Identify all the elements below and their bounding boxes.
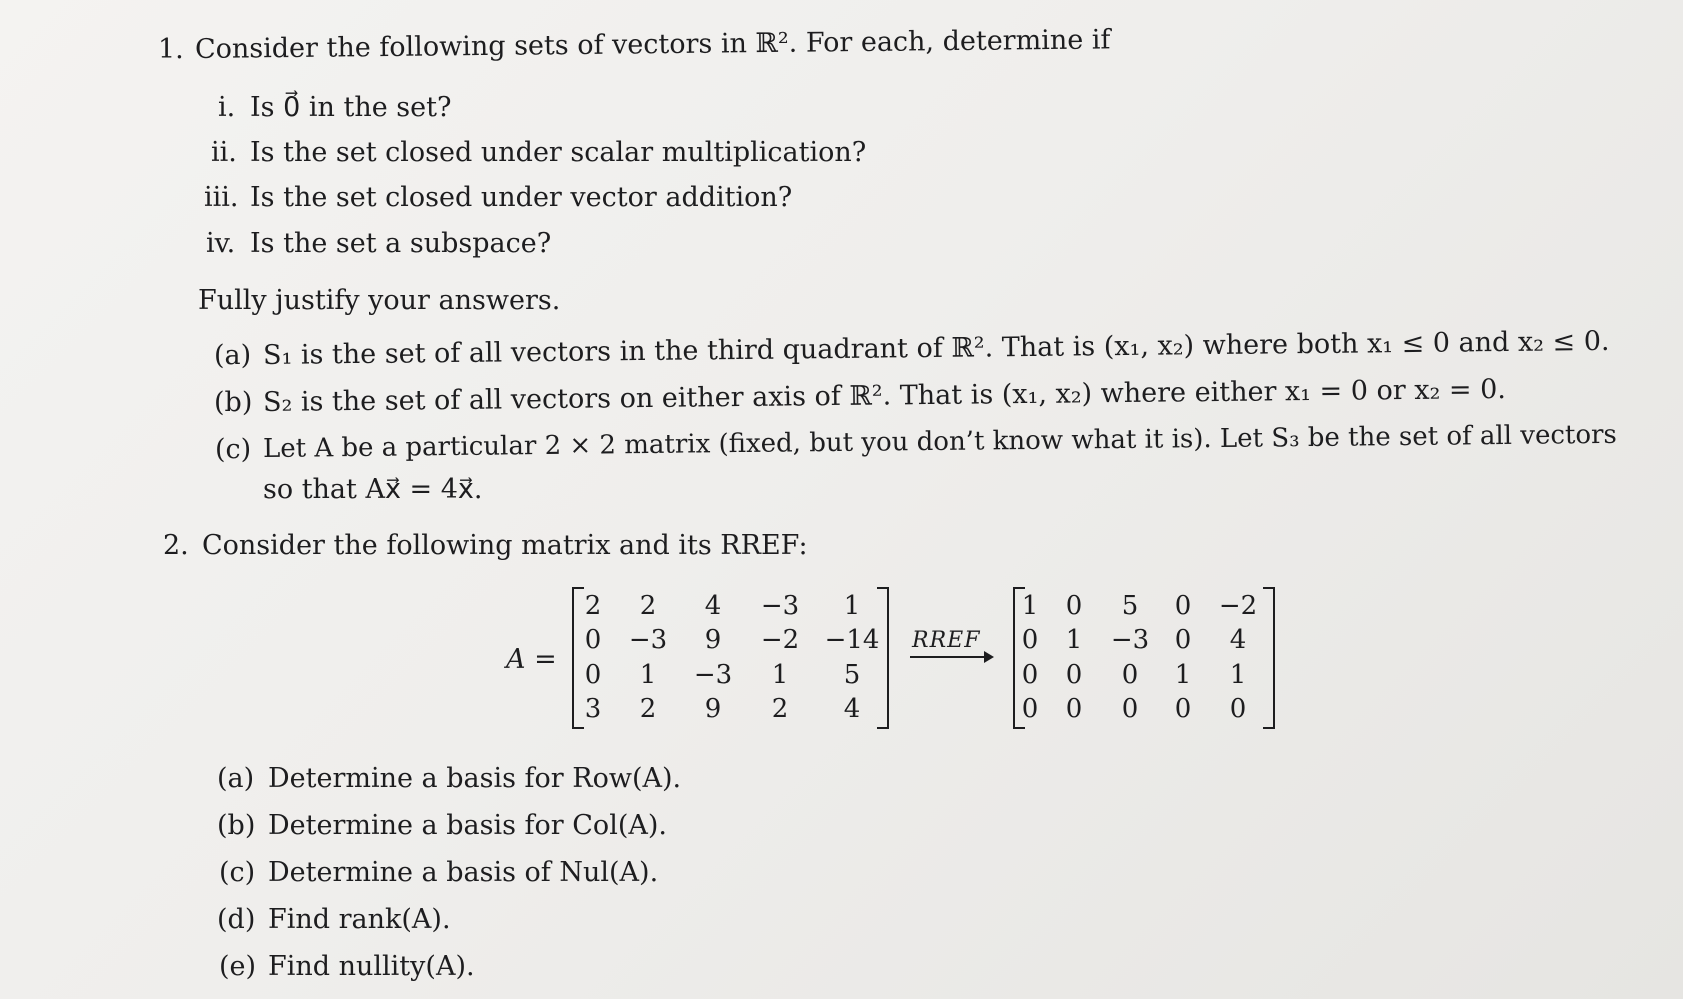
matrix-a-cell-r2-c3: 9 [704,625,722,655]
problem-2-number: 2. [163,530,189,561]
matrix-rref-cell-r3-c4: 1 [1174,660,1192,690]
matrix-rref-cell-r4-c1: 0 [1021,694,1039,724]
part-1c-text: Let A be a particular 2 × 2 matrix (fixed, but you don’t know what it is). Let S₃ be the set of all vectors [262,419,1617,464]
part-2a-text: Determine a basis for Row(A). [268,763,682,794]
matrix-rref-cell-r1-c4: 0 [1174,591,1192,621]
matrix-a-cell-r4-c2: 2 [639,694,657,724]
matrix-a-label: A = [506,644,557,675]
part-2e-text: Find nullity(A). [268,951,475,982]
matrix-a-cell-r4-c4: 2 [771,694,789,724]
matrix-rref-cell-r2-c5: 4 [1229,625,1247,655]
justify-instruction: Fully justify your answers. [198,285,561,316]
part-1b-text: S₂ is the set of all vectors on either axis of ℝ². That is (x₁, x₂) where either x₁ = 0 or x₂ = 0. [262,373,1507,418]
matrix-a-cell-r2-c1: 0 [584,625,602,655]
matrix-rref-cell-r3-c2: 0 [1065,660,1083,690]
question-i-text: Is 0⃗ in the set? [250,92,452,123]
matrix-rref-cell-r3-c5: 1 [1229,660,1247,690]
matrix-a-cell-r2-c4: −2 [760,625,800,655]
question-ii-text: Is the set closed under scalar multiplication? [250,137,867,168]
matrix-a-cell-r4-c3: 9 [704,694,722,724]
matrix-rref-cell-r2-c1: 0 [1021,625,1039,655]
part-2b-label: (b) [217,810,256,841]
part-2d-label: (d) [217,904,256,935]
matrix-rref-cell-r4-c4: 0 [1174,694,1192,724]
matrix-rref-cell-r1-c5: −2 [1218,591,1258,621]
matrix-a-cell-r2-c5: −14 [824,625,880,655]
matrix-rref-cell-r1-c3: 5 [1121,591,1139,621]
rref-arrow-label: RREF [912,628,981,653]
question-iii-label: iii. [204,182,239,213]
matrix-a-cell-r4-c1: 3 [584,694,602,724]
matrix-rref-cell-r2-c2: 1 [1065,625,1083,655]
matrix-a-cell-r3-c4: 1 [771,660,789,690]
question-iv-text: Is the set a subspace? [250,228,552,259]
matrix-rref-cell-r2-c4: 0 [1174,625,1192,655]
question-ii-label: ii. [211,137,237,168]
part-2d-text: Find rank(A). [268,904,451,935]
part-2e-label: (e) [219,951,257,982]
part-1b-label: (b) [214,387,253,418]
part-1c-text-continued: so that Ax⃗ = 4x⃗. [263,474,483,505]
matrix-a-cell-r1-c2: 2 [639,591,657,621]
matrix-a-cell-r2-c2: −3 [628,625,668,655]
matrix-a-cell-r1-c5: 1 [843,591,861,621]
problem-1-number: 1. [158,34,184,65]
matrix-a-cell-r3-c1: 0 [584,660,602,690]
question-iii-text: Is the set closed under vector addition? [250,182,793,213]
matrix-rref-cell-r4-c2: 0 [1065,694,1083,724]
question-i-label: i. [218,92,236,123]
matrix-a-cell-r1-c3: 4 [704,591,722,621]
matrix-rref-cell-r3-c3: 0 [1121,660,1139,690]
part-1a-text: S₁ is the set of all vectors in the third quadrant of ℝ². That is (x₁, x₂) where both x₁ ≤ 0 and x₂ ≤ 0. [262,325,1610,371]
part-1a-label: (a) [214,340,252,371]
matrix-a-cell-r4-c5: 4 [843,694,861,724]
matrix-rref-cell-r4-c3: 0 [1121,694,1139,724]
problem-2-intro: Consider the following matrix and its RREF: [202,530,808,561]
matrix-rref-cell-r4-c5: 0 [1229,694,1247,724]
part-2b-text: Determine a basis for Col(A). [268,810,667,841]
question-iv-label: iv. [206,228,236,259]
problem-1-intro: Consider the following sets of vectors in ℝ². For each, determine if [194,24,1111,65]
matrix-rref-cell-r1-c1: 1 [1021,591,1039,621]
rref-arrow [910,656,992,658]
part-2a-label: (a) [217,763,255,794]
matrix-a-cell-r3-c3: −3 [693,660,733,690]
part-2c-text: Determine a basis of Nul(A). [268,857,659,888]
part-1c-label: (c) [215,434,252,465]
matrix-rref-cell-r2-c3: −3 [1110,625,1150,655]
matrix-a-cell-r3-c2: 1 [639,660,657,690]
matrix-rref-cell-r1-c2: 0 [1065,591,1083,621]
matrix-a-cell-r1-c4: −3 [760,591,800,621]
part-2c-label: (c) [219,857,256,888]
matrix-a-cell-r1-c1: 2 [584,591,602,621]
matrix-rref-cell-r3-c1: 0 [1021,660,1039,690]
matrix-a-cell-r3-c5: 5 [843,660,861,690]
